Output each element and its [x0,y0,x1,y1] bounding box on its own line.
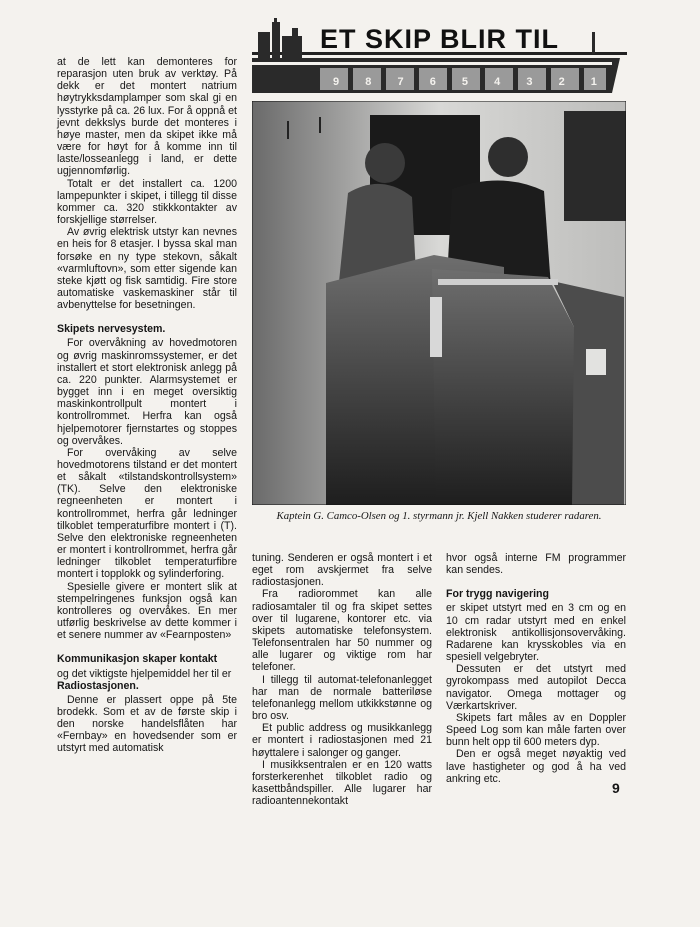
paragraph: er skipet utstyrt med en 3 cm og en 10 cm radar utstyrt med en enkel elektronisk antikollisjonsovervåking. Radarene kan krysskobles via en spesiell velgebryter. [446,602,626,664]
deck-numbers [320,76,610,92]
deck-number: 2 [558,76,565,88]
paragraph: tuning. Senderen er også montert i et eget rom avskjermet fra selve radiostasjonen. [252,552,432,589]
paragraph: For overvåkning av hovedmotoren og øvrig maskinromssystemer, er det installert et stort elektronisk anlegg på ca. 220 punkter. Alarmsystemet er bygget inn i en meget oversiktig maskinkontrollpult montert i kontrollrommet. Herfra kan også hjelpemotorer fjernstartes og stoppes og overvåkes. [57,337,237,447]
paragraph: Totalt er det installert ca. 1200 lampepunkter i skipet, i tillegg til disse kommer ca. 320 stikkkontakter av forskjellige størrelser. [57,177,237,227]
paragraph: Av øvrig elektrisk utstyr kan nevnes en heis for 8 etasjer. I byssa skal man forsøke en ny type stekovn, såkalt «varmluftovn», som etter sigende kan steke kjøtt og fisk samtidig. Fire store automatiske vaskemaskiner står til avbenyttelse for besetningen. [57,226,237,312]
deck-number: 8 [365,76,372,88]
section-heading: Radiostasjonen. [57,679,139,692]
deck-number: 9 [333,76,340,88]
section-heading: For trygg navigering [446,588,550,601]
radar-photo [252,101,626,505]
paragraph: Fra radiorommet kan alle radiosamtaler til og fra skipet settes over til lugarene, kontorer etc. via skipets automatiske telefonsystem. Telefonsentralen har 50 nummer og alle lugarer og viktige rom har telefoner. [252,588,432,674]
paragraph: Dessuten er det utstyrt med gyrokompass med autopilot Decca navigator. Omega mottager og Værkartskriver. [446,663,626,712]
paragraph: For overvåking av selve hovedmotorens tilstand er det montert et såkalt «tilstandskontrollsystem» (TK). Selve den elektroniske regneenheten er montert i kontrollrommet, herfra går ledninger tilkoblet temperaturfibre montert i (T). Selve den elektroniske regneenheten er montert i kontrollrommet, herfra går ledninger tilkoblet temperaturfibre montert i topplokk og sylinderforing. [57,446,237,581]
paragraph: hvor også interne FM programmer kan sendes. [446,552,626,577]
paragraph: og det viktigste hjelpemiddel her til er [57,667,232,680]
paragraph: I musikksentralen er en 120 watts forsterkerenhet tilkoblet radio og kasettbåndspiller. Alle lugarer har radioantennekontakt [252,758,432,808]
deck-number: 6 [429,76,436,88]
header-title: ET SKIP BLIR TIL [320,24,560,54]
paragraph: at de lett kan demonteres for reparasjon uten bruk av verktøy. På dekk er det montert natrium høytrykksdamplamper som skal gi en lysstyrke på ca. 26 lux. For å oppnå et jevnt dekkslys burde det monteres i høye master, men da skipet ikke må være for høyt for å komme inn til laste/losseanlegg i land, er dette ugjennomførlig. [57,56,237,178]
deck-number: 5 [461,76,469,88]
article-column-3 [446,552,626,785]
header-banner [252,18,627,93]
paragraph: Skipets fart måles av en Doppler Speed Log som kan måle farten over bunn helt opp til 600 meters dyp. [446,711,626,749]
deck-number: 4 [494,76,501,88]
article-column-2 [252,552,432,807]
page-number: 9 [612,780,620,796]
paragraph: Denne er plassert oppe på 5te brodekk. Som et av de første skip i den norske handelsflåten har «Fernbay» en hovedsender som er utstyrt med automatisk [57,693,237,755]
deck-number: 7 [397,76,404,88]
paragraph: Den er også meget nøyaktig ved lave hastigheter og god å ha ved ankring etc. [446,748,626,785]
paragraph: Spesielle givere er montert slik at stempelringenes funksjon også kan kontrolleres og overvåkes. En mer utførlig beskrivelse av dette kommer i et senere nummer av «Fearnposten» [57,580,237,642]
deck-number: 3 [526,76,533,88]
paragraph: Et public address og musikkanlegg er montert i radiostasjonen med 21 høyttalere i salonger og ganger. [252,722,432,759]
section-heading: Kommunikasjon skaper kontakt [57,653,218,666]
section-heading: Skipets nervesystem. [57,323,166,336]
deck-number: 1 [590,76,597,88]
photo-caption: Kaptein G. Camco-Olsen og 1. styrmann jr. Kjell Nakken studerer radaren. [276,510,602,522]
article-column-1 [57,56,237,755]
paragraph: I tillegg til automat-telefonanlegget har man de normale batteriløse telefonanlegg mellom utkikkstønne og bro osv. [252,673,432,723]
